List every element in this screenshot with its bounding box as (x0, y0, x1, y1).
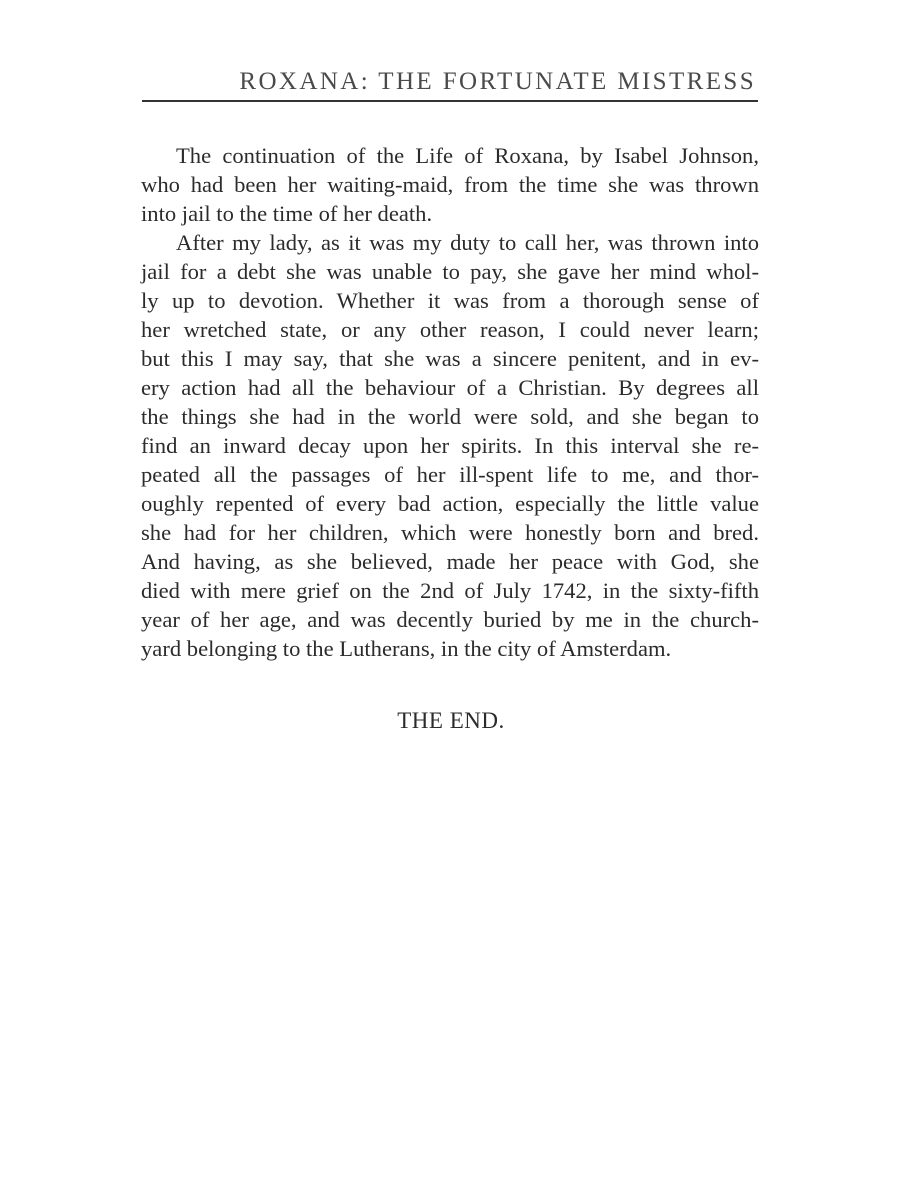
header-rule (142, 100, 758, 102)
text-line: but this I may say, that she was a sincere penitent, and in ev- (141, 346, 759, 371)
text-line: into jail to the time of her death. (141, 201, 433, 226)
paragraph-1 (141, 141, 759, 228)
text-line: her wretched state, or any other reason, I could never learn; (141, 317, 759, 342)
running-head-title: ROXANA: THE FORTUNATE MISTRESS (239, 68, 756, 95)
text-line: she had for her children, which were honestly born and bred. (141, 520, 759, 545)
text-line: died with mere grief on the 2nd of July 1742, in the sixty-fifth (141, 578, 759, 603)
text-line: ly up to devotion. Whether it was from a thorough sense of (141, 288, 759, 313)
text-line: And having, as she believed, made her peace with God, she (141, 549, 759, 574)
paragraph-2 (141, 228, 759, 663)
text-line: oughly repented of every bad action, especially the little value (141, 491, 759, 516)
the-end-heading: THE END. (397, 708, 505, 733)
text-line: peated all the passages of her ill-spent life to me, and thor- (141, 462, 759, 487)
text-line: yard belonging to the Lutherans, in the city of Amsterdam. (141, 636, 672, 661)
text-line: The continuation of the Life of Roxana, by Isabel Johnson, (176, 143, 759, 168)
body-text (141, 141, 759, 663)
text-line: the things she had in the world were sold, and she began to (141, 404, 759, 429)
text-line: After my lady, as it was my duty to call her, was thrown into (176, 230, 759, 255)
text-line: year of her age, and was decently buried by me in the church- (141, 607, 759, 632)
text-line: who had been her waiting-maid, from the time she was thrown (141, 172, 759, 197)
text-line: ery action had all the behaviour of a Christian. By degrees all (141, 375, 759, 400)
text-line: jail for a debt she was unable to pay, she gave her mind whol- (141, 259, 759, 284)
text-line: find an inward decay upon her spirits. In this interval she re- (141, 433, 759, 458)
